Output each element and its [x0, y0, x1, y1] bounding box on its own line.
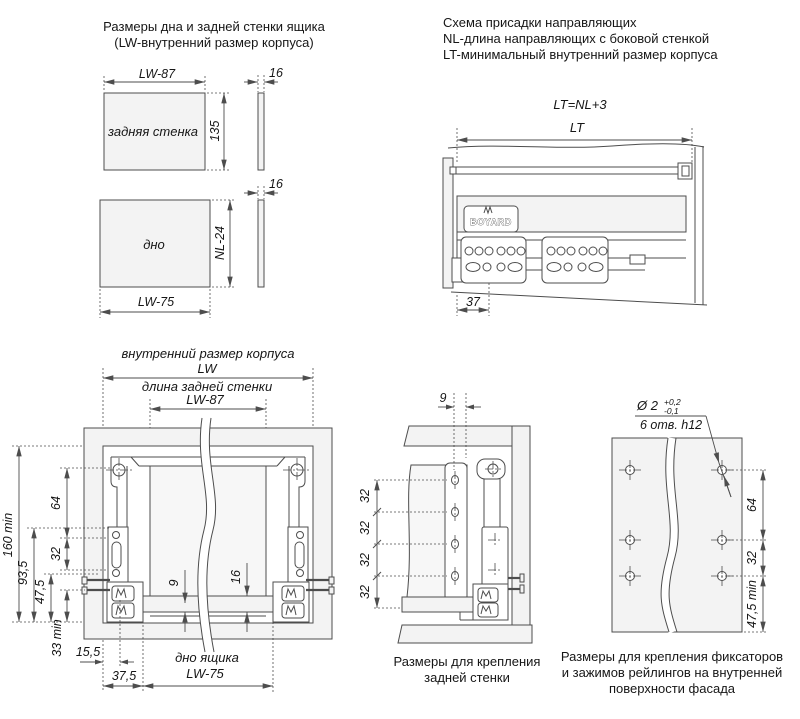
right-caption-3: поверхности фасада [608, 681, 736, 696]
hole-count-label: 6 отв. h12 [640, 418, 703, 432]
back-wall-label: задняя стенка [107, 124, 199, 139]
dim-32-main: 32 [49, 547, 63, 561]
top-left-title-1: Размеры дна и задней стенки ящика [103, 19, 325, 34]
top-left-title-2: (LW-внутренний размер корпуса) [114, 35, 314, 50]
dim-16-top: 16 [269, 66, 283, 80]
mount-plate-left [461, 237, 526, 283]
dim-9-main: 9 [167, 579, 181, 587]
hole-dia-sub: -0,1 [664, 406, 679, 416]
dim-lw87-top: LW-87 [138, 67, 176, 81]
dim-32-b: 32 [358, 521, 372, 535]
dim-lw75-top: LW-75 [137, 295, 175, 309]
right-caption-1: Размеры для крепления фиксаторов [560, 649, 784, 664]
dim-135: 135 [208, 120, 222, 142]
dim-32-c: 32 [358, 553, 372, 567]
top-right-title-3: LT-минимальный внутренний размер корпуса [443, 47, 718, 62]
dim-32-right: 32 [745, 551, 759, 565]
bottom-panel-edge-view [258, 200, 264, 287]
section-facade-holes [561, 397, 783, 696]
middle-caption-2: задней стенки [424, 670, 510, 685]
section-main-crosssection [1, 346, 334, 692]
dim-15-5: 15,5 [75, 645, 101, 659]
dim-9-middle: 9 [439, 391, 447, 405]
section-rail-scheme [443, 15, 718, 316]
top-right-title-1: Схема присадки направляющих [443, 15, 637, 30]
dim-lw-label: LW [197, 361, 217, 376]
dim-16-main: 16 [229, 570, 243, 584]
drawer-bottom-side-view [402, 597, 473, 612]
section-backwall-fixing [358, 391, 540, 685]
dim-lt: LT [569, 120, 585, 135]
side-panel-edge [512, 426, 530, 643]
dim-37-5: 37,5 [111, 669, 137, 683]
dim-93-5: 93,5 [16, 560, 30, 586]
dim-33min: 33 min [50, 619, 64, 657]
dim-lw87-main: LW-87 [186, 392, 224, 407]
dim-32-a: 32 [358, 489, 372, 503]
back-wall-edge-view [258, 93, 264, 170]
main-caption-back: длина задней стенки [141, 379, 273, 394]
middle-caption-1: Размеры для крепления [393, 654, 541, 669]
dim-nl24: NL-24 [213, 225, 227, 261]
hole-dia-sup: +0,2 [664, 397, 681, 407]
formula-label: LT=NL+3 [553, 97, 607, 112]
dim-37: 37 [466, 295, 480, 309]
dim-47-5min: 47,5 min [745, 580, 759, 628]
bottom-panel-label: дно [143, 237, 165, 252]
mount-plate-right [542, 237, 608, 283]
dim-47-5: 47,5 [33, 579, 47, 605]
dim-16-bottom: 16 [269, 177, 283, 191]
slide-rail [456, 167, 678, 174]
brand-logo: BOYARD [470, 217, 512, 227]
dim-64-right: 64 [745, 498, 759, 512]
dim-lw75-main: LW-75 [186, 666, 224, 681]
main-bottom-caption: дно ящика [175, 650, 239, 665]
section-panel-sizes [100, 19, 326, 318]
dim-160min: 160 min [1, 512, 15, 558]
dim-32-d: 32 [358, 585, 372, 599]
dim-64-main: 64 [49, 496, 63, 510]
top-right-title-2: NL-длина направляющих с боковой стенкой [443, 31, 710, 46]
hole-dia-label: Ø 2 [637, 398, 658, 413]
right-caption-2: и зажимов рейлингов на внутренней [561, 665, 783, 680]
main-caption-lw: внутренний размер корпуса [121, 346, 295, 361]
